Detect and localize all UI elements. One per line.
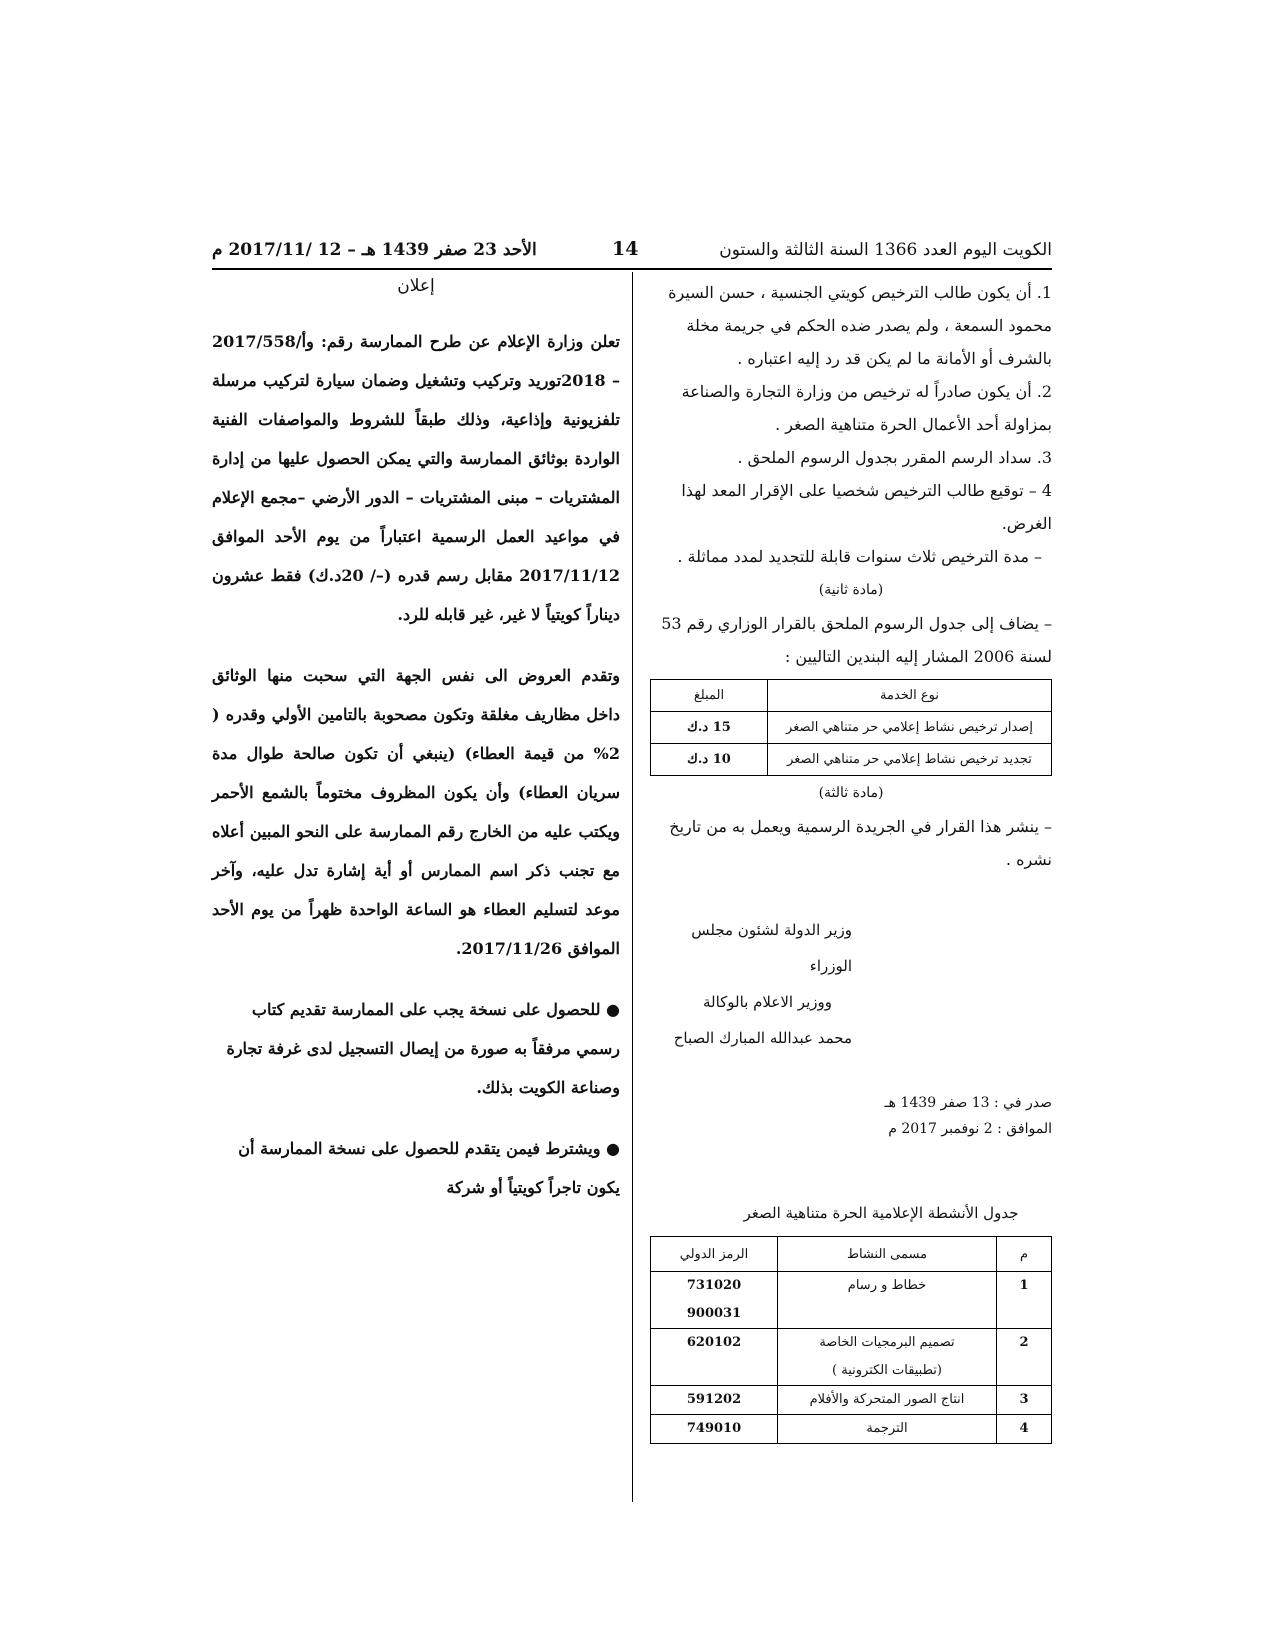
condition-2: 2. أن يكون صادراً له ترخيص من وزارة التجارة والصناعة بمزاولة أحد الأعمال الحرة متناهية الصغر . (681, 382, 1052, 434)
activities-table (650, 1236, 1052, 1444)
activity-name: الترجمة (778, 1415, 997, 1444)
issue-date: الأحد 23 صفر 1439 هـ – 12 /2017/11 م (212, 240, 537, 260)
activities-header-num: م (997, 1237, 1052, 1272)
announcement-column (212, 276, 620, 1207)
condition-3: 3. سداد الرسم المقرر بجدول الرسوم الملحق . (737, 448, 1052, 467)
announcement-paragraph-2: وتقدم العروض الى نفس الجهة التي سحبت منها الوثائق داخل مظاريف مغلقة وتكون مصحوبة بالتامين الأولي وقدره ( 2% من قيمة العطاء) (ينبغي أن تكون صالحة طوال مدة سريان العطاء) وأن يكون المظروف مختوماً بالشمع الأحمر ويكتب عليه من الخارج رقم الممارسة على النحو المبين أعلاه مع تجنب ذكر اسم الممارس أو أية إشارة تدل عليه، وآخر موعد لتسليم العطاء هو الساعة الواحدة ظهراً من يوم الأحد الموافق 2017/11/26. (212, 666, 620, 958)
table-row (651, 744, 1052, 776)
table-row (651, 1329, 1052, 1386)
activities-header (651, 1237, 1052, 1272)
issued-hijri: صدر في : 13 صفر 1439 هـ (884, 1095, 1052, 1111)
decision-column (650, 276, 1052, 1444)
activity-code: 620102 (651, 1329, 778, 1386)
fee-header-service: نوع الخدمة (768, 680, 1052, 712)
fee-service: تجديد ترخيص نشاط إعلامي حر متناهي الصغر (768, 744, 1052, 776)
activity-code: 731020 900031 (651, 1272, 778, 1329)
issue-dates (650, 1090, 1052, 1142)
activity-name: تصميم البرمجيات الخاصة (تطبيقات الكترونية ) (778, 1329, 997, 1386)
table-row (651, 1415, 1052, 1444)
announcement-title: إعلان (397, 276, 435, 296)
fee-amount: 10 د.ك (651, 744, 768, 776)
page-number: 14 (612, 238, 639, 260)
activities-header-code: الرمز الدولي (651, 1237, 778, 1272)
signature-block (650, 912, 1052, 1056)
activities-header-name: مسمى النشاط (778, 1237, 997, 1272)
activity-num: 3 (997, 1386, 1052, 1415)
issued-gregorian: الموافق : 2 نوفمبر 2017 م (888, 1121, 1052, 1137)
activities-title: جدول الأنشطة الإعلامية الحرة متناهية الصغر (743, 1204, 1019, 1222)
article-3-text: – ينشر هذا القرار في الجريدة الرسمية ويعمل به من تاريخ نشره . (669, 817, 1052, 869)
signature-line-2: ووزير الاعلام بالوكالة (702, 993, 832, 1011)
fee-table (650, 679, 1052, 776)
announcement-bullet-1: ● للحصول على نسخة يجب على الممارسة تقديم كتاب رسمي مرفقاً به صورة من إيصال التسجيل لدى غرفة تجارة وصناعة الكويت بذلك. (226, 1000, 620, 1097)
gazette-issue-info: الكويت اليوم العدد 1366 السنة الثالثة والستون (719, 240, 1052, 260)
fee-table-header (651, 680, 1052, 712)
activity-num: 1 (997, 1272, 1052, 1329)
announcement-bullet-2: ● ويشترط فيمن يتقدم للحصول على نسخة الممارسة أن يكون تاجراً كويتياً أو شركة (238, 1139, 620, 1197)
signature-line-1: وزير الدولة لشئون مجلس الوزراء (691, 921, 852, 975)
license-duration: – مدة الترخيص ثلاث سنوات قابلة للتجديد لمدد مماثلة . (677, 547, 1042, 566)
activity-num: 4 (997, 1415, 1052, 1444)
page-header (212, 240, 1052, 266)
article-2-text: – يضاف إلى جدول الرسوم الملحق بالقرار الوزاري رقم 53 لسنة 2006 المشار إليه البندين التاليين : (661, 614, 1052, 666)
activity-num: 2 (997, 1329, 1052, 1386)
table-row (651, 712, 1052, 744)
fee-amount: 15 د.ك (651, 712, 768, 744)
fee-service: إصدار ترخيص نشاط إعلامي حر متناهي الصغر (768, 712, 1052, 744)
signature-name: محمد عبدالله المبارك الصباح (673, 1029, 852, 1047)
article-3-title: (مادة ثالثة) (818, 785, 884, 801)
condition-4: 4 – توقيع طالب الترخيص شخصيا على الإقرار المعد لهذا الغرض. (681, 481, 1052, 533)
activity-code: 749010 (651, 1415, 778, 1444)
activity-code: 591202 (651, 1386, 778, 1415)
table-row (651, 1272, 1052, 1329)
condition-1: 1. أن يكون طالب الترخيص كويتي الجنسية ، حسن السيرة محمود السمعة ، ولم يصدر ضده الحكم في جريمة مخلة بالشرف أو الأمانة ما لم يكن قد رد إليه اعتباره . (668, 283, 1052, 368)
fee-header-amount: المبلغ (651, 680, 768, 712)
article-2-title: (مادة ثانية) (818, 582, 884, 598)
table-row (651, 1386, 1052, 1415)
header-rule (212, 268, 1052, 270)
activity-name: انتاج الصور المتحركة والأفلام (778, 1386, 997, 1415)
announcement-paragraph-1: تعلن وزارة الإعلام عن طرح الممارسة رقم: وأ/2017/558 – 2018توريد وتركيب وتشغيل وضمان سيارة لتركيب مرسلة تلفزيونية وإذاعية، وذلك طبقاً للشروط والمواصفات الفنية الواردة بوثائق الممارسة والتي يمكن الحصول عليها من إدارة المشتريات – مبنى المشتريات – الدور الأرضي –مجمع الإعلام في مواعيد العمل الرسمية اعتباراً من يوم الأحد الموافق 2017/11/12 مقابل رسم قدره (–/ 20د.ك) فقط عشرون ديناراً كويتياً لا غير، غير قابله للرد. (212, 332, 620, 624)
column-divider (632, 272, 633, 1502)
activity-name: خطاط و رسام (778, 1272, 997, 1329)
